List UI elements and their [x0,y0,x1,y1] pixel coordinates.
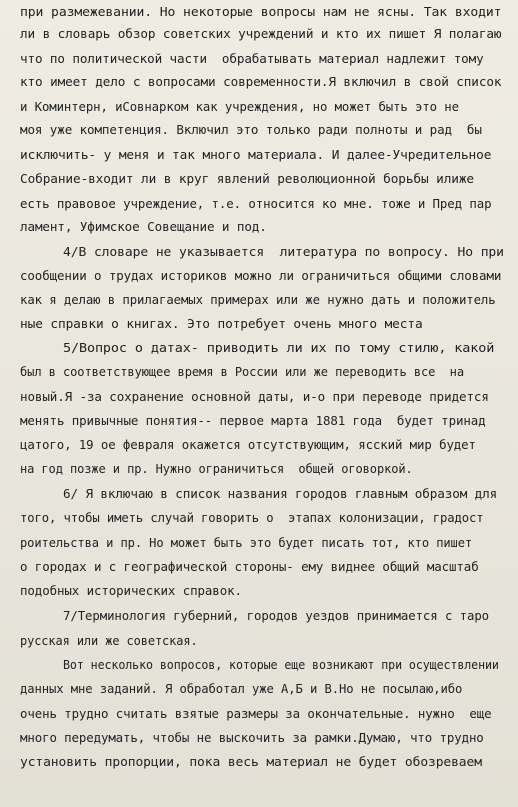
text-line: на год позже и пр. Нужно ограничиться общей оговоркой. [20,461,413,476]
text-line: новый.Я -за сохранение основной даты, и-о при переводе придется [20,389,489,404]
text-line: ламент, Уфимское Совещание и под. [20,219,267,234]
text-line: как я делаю в прилагаемых примерах или же нужно дать и положитель [20,292,496,307]
text-line: много передумать, чтобы не выскочить за рамки.Думаю, что трудно [20,730,484,745]
text-line: установить пропорции, пока весь материал не будет обозреваем [20,754,482,769]
text-line: ные справки о книгах. Это потребует очень много места [20,316,423,331]
text-line: кто имеет дело с вопросами современности.Я включил в свой список [20,74,502,89]
text-line: того, чтобы иметь случай говорить о этапах колонизации, градост [20,510,484,525]
text-line: и Коминтерн, иСовнарком как учреждения, но может быть это не [20,99,459,114]
text-line: роительства и пр. Но может быть это будет писать тот, кто пишет [20,535,473,550]
text-line: Вот несколько вопросов, которые еще возникают при осуществлении [63,657,499,672]
text-line: подобных исторических справок. [20,583,242,598]
text-line: 6/ Я включаю в список названия городов главным образом для [63,486,498,501]
text-line: русская или же советская. [20,633,198,648]
text-line: ли в словарь обзор советских учреждений и кто их пишет Я полагаю [20,26,502,41]
text-line: 4/В словаре не указывается литература по вопросу. Но при [63,244,504,259]
text-line: сообщении о трудах историков можно ли ограничиться общими словами [20,268,502,283]
text-line: что по политической части обрабатывать материал надлежит тому [20,51,484,66]
text-line: о городах и с географической стороны- ему виднее общий масштаб [20,559,479,574]
text-line: исключить- у меня и так много материала. И далее-Учредительное [20,147,492,162]
text-line: 7/Терминология губерний, городов уездов принимается с таро [63,608,490,623]
text-line: моя уже компетенция. Включил это только ради полноты и рад бы [20,122,482,137]
text-line: 5/Вопрос о датах- приводить ли их по тому стилю, какой [63,340,495,355]
text-line: цатого, 19 ое февраля окажется отсутствующим, ясский мир будет [20,437,476,452]
text-line: есть правовое учреждение, т.е. относится ко мне. тоже и Пред пар [20,196,492,211]
text-line: менять привычные понятия-- первое марта 1881 года будет тринад [20,413,486,428]
text-line: был в соответствующее время в России или же переводить все на [20,364,464,379]
text-line: при размежевании. Но некоторые вопросы нам не ясны. Так входит [20,4,502,19]
text-line: данных мне заданий. Я обработал уже А,Б и В.Но не посылаю,ибо [20,681,463,696]
text-line: Собрание-входит ли в круг явлений революционной борьбы илиже [20,171,474,186]
text-line: очень трудно считать взятые размеры за окончательные. нужно еще [20,706,492,721]
